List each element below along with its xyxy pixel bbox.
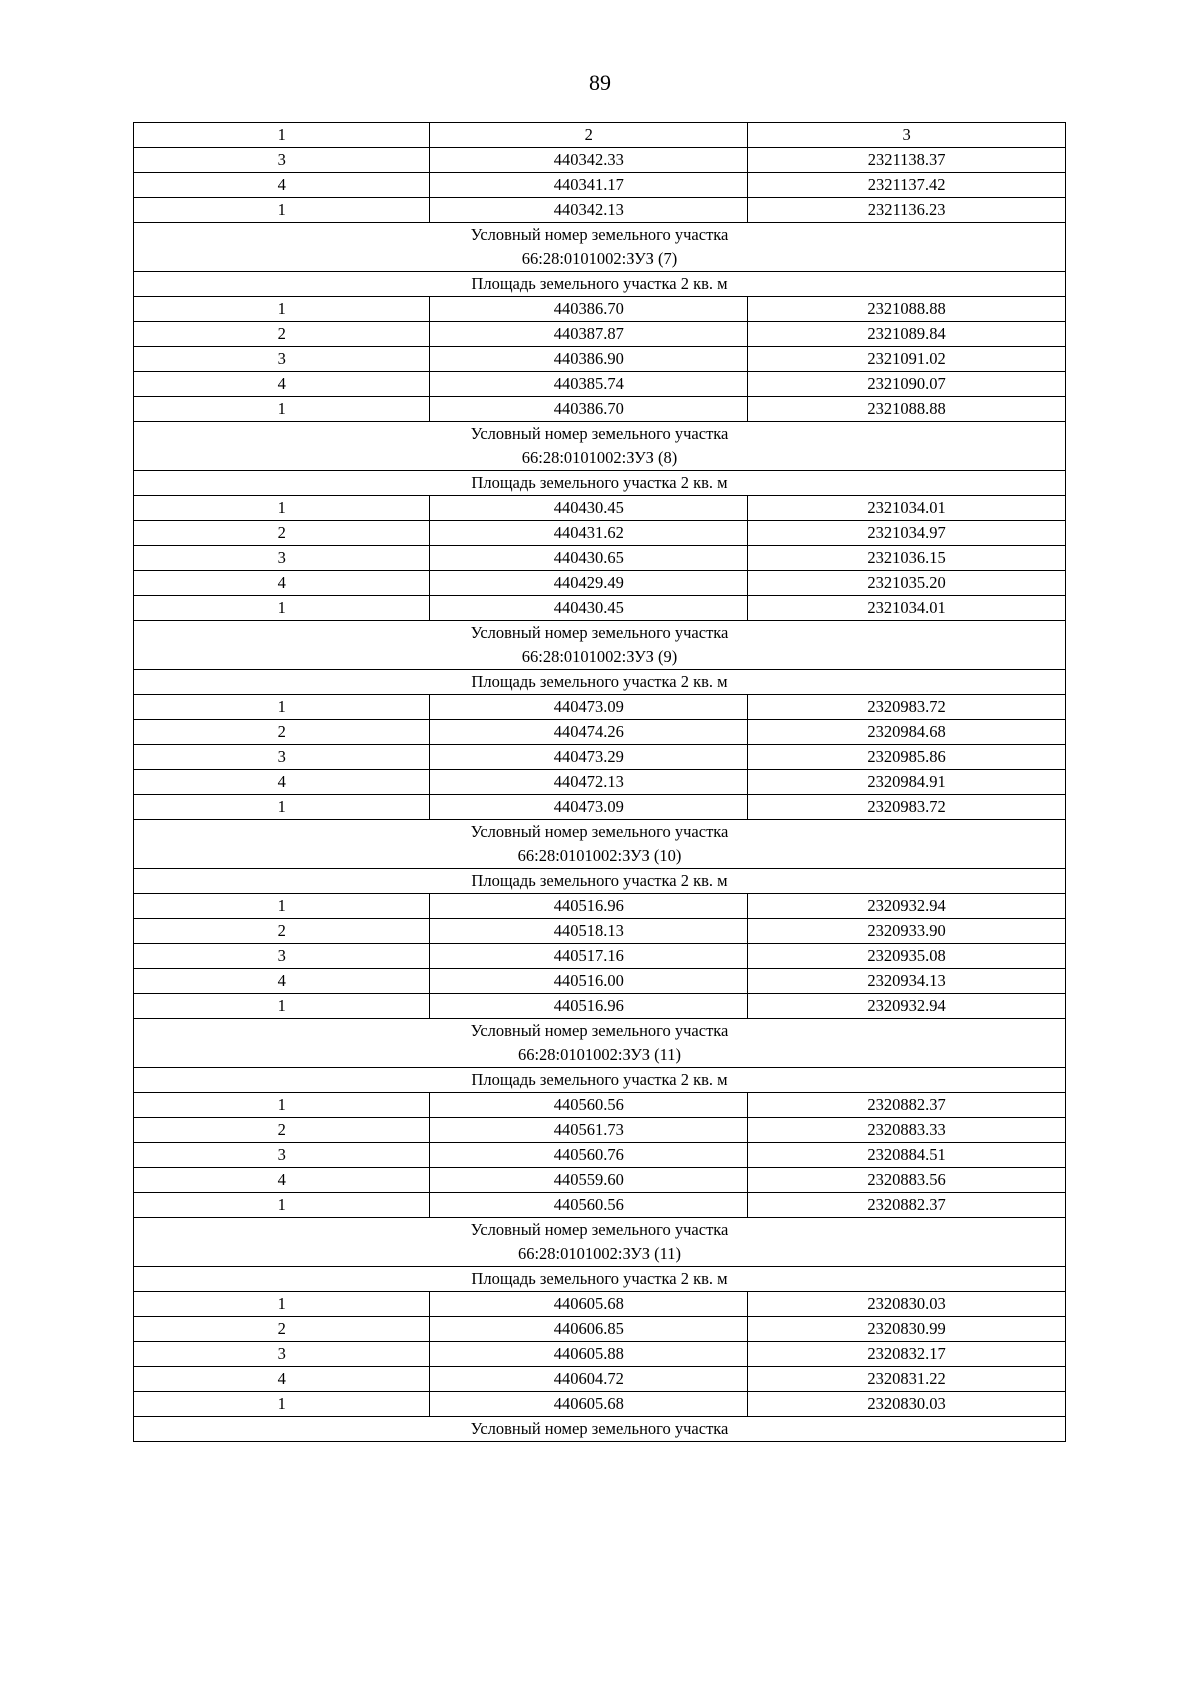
table-cell: 4 xyxy=(134,770,430,795)
parcel-number-row-cell xyxy=(134,820,1066,869)
table-cell: 440517.16 xyxy=(430,944,748,969)
table-cell: 440604.72 xyxy=(430,1367,748,1392)
merged-row-line: Условный номер земельного участка xyxy=(470,1021,729,1040)
table-row xyxy=(134,994,1066,1019)
parcel-area-row-cell xyxy=(134,1068,1066,1093)
table-header-cell: 1 xyxy=(134,123,430,148)
table-row xyxy=(134,1317,1066,1342)
table-cell: 4 xyxy=(134,372,430,397)
table-cell: 1 xyxy=(134,894,430,919)
merged-row-line: Площадь земельного участка 2 кв. м xyxy=(471,871,728,890)
coordinate-table xyxy=(133,122,1066,1442)
table-row xyxy=(134,770,1066,795)
table-cell: 440473.09 xyxy=(430,695,748,720)
table-cell: 440431.62 xyxy=(430,521,748,546)
table-cell: 440559.60 xyxy=(430,1168,748,1193)
table-cell: 440518.13 xyxy=(430,919,748,944)
table-cell: 2320984.68 xyxy=(748,720,1066,745)
table-row xyxy=(134,173,1066,198)
table-cell: 2321090.07 xyxy=(748,372,1066,397)
table-cell: 440473.09 xyxy=(430,795,748,820)
table-cell: 1 xyxy=(134,795,430,820)
table-row xyxy=(134,1093,1066,1118)
table-cell: 440561.73 xyxy=(430,1118,748,1143)
table-cell: 440473.29 xyxy=(430,745,748,770)
merged-row-line: Условный номер земельного участка xyxy=(470,1419,729,1438)
table-cell: 1 xyxy=(134,397,430,422)
table-cell: 440516.00 xyxy=(430,969,748,994)
table-cell: 1 xyxy=(134,1193,430,1218)
table-cell: 440342.13 xyxy=(430,198,748,223)
parcel-area-row xyxy=(134,272,1066,297)
table-row xyxy=(134,546,1066,571)
merged-row-line: 66:28:0101002:ЗУЗ (7) xyxy=(521,249,678,268)
table-cell: 3 xyxy=(134,1342,430,1367)
parcel-area-row xyxy=(134,1267,1066,1292)
table-cell: 440474.26 xyxy=(430,720,748,745)
table-cell: 440386.70 xyxy=(430,397,748,422)
table-row xyxy=(134,1392,1066,1417)
table-cell: 440386.70 xyxy=(430,297,748,322)
table-row xyxy=(134,496,1066,521)
table-cell: 440605.68 xyxy=(430,1292,748,1317)
merged-row-line: Площадь земельного участка 2 кв. м xyxy=(471,274,728,293)
table-cell: 2320983.72 xyxy=(748,795,1066,820)
table-row xyxy=(134,397,1066,422)
table-cell: 2320932.94 xyxy=(748,894,1066,919)
table-cell: 440560.56 xyxy=(430,1193,748,1218)
table-cell: 2320832.17 xyxy=(748,1342,1066,1367)
table-cell: 1 xyxy=(134,496,430,521)
table-cell: 2321088.88 xyxy=(748,297,1066,322)
table-cell: 440385.74 xyxy=(430,372,748,397)
table-row xyxy=(134,720,1066,745)
table-cell: 3 xyxy=(134,1143,430,1168)
table-row xyxy=(134,148,1066,173)
table-cell: 2321136.23 xyxy=(748,198,1066,223)
table-cell: 1 xyxy=(134,1093,430,1118)
table-cell: 2320883.56 xyxy=(748,1168,1066,1193)
table-row xyxy=(134,347,1066,372)
table-cell: 4 xyxy=(134,969,430,994)
table-cell: 2321034.97 xyxy=(748,521,1066,546)
merged-row-line: Условный номер земельного участка xyxy=(470,1220,729,1239)
table-cell: 440605.88 xyxy=(430,1342,748,1367)
merged-row-line: Условный номер земельного участка xyxy=(470,225,729,244)
table-cell: 2320985.86 xyxy=(748,745,1066,770)
table-cell: 2320933.90 xyxy=(748,919,1066,944)
table-row xyxy=(134,1193,1066,1218)
table-cell: 4 xyxy=(134,1367,430,1392)
table-cell: 440560.56 xyxy=(430,1093,748,1118)
table-cell: 2321091.02 xyxy=(748,347,1066,372)
parcel-area-row-cell xyxy=(134,869,1066,894)
parcel-area-row-cell xyxy=(134,471,1066,496)
parcel-area-row-cell xyxy=(134,670,1066,695)
table-cell: 440606.85 xyxy=(430,1317,748,1342)
table-cell: 1 xyxy=(134,198,430,223)
parcel-number-row xyxy=(134,1019,1066,1068)
table-cell: 4 xyxy=(134,1168,430,1193)
parcel-number-row xyxy=(134,422,1066,471)
table-cell: 440386.90 xyxy=(430,347,748,372)
parcel-area-row xyxy=(134,1068,1066,1093)
merged-row-line: Площадь земельного участка 2 кв. м xyxy=(471,1269,728,1288)
merged-row-line: 66:28:0101002:ЗУЗ (11) xyxy=(517,1045,682,1064)
parcel-area-row xyxy=(134,471,1066,496)
table-cell: 2321089.84 xyxy=(748,322,1066,347)
merged-row-line: 66:28:0101002:ЗУЗ (10) xyxy=(517,846,682,865)
table-row xyxy=(134,322,1066,347)
parcel-area-row-cell xyxy=(134,272,1066,297)
table-cell: 3 xyxy=(134,546,430,571)
table-row xyxy=(134,297,1066,322)
table-cell: 440516.96 xyxy=(430,994,748,1019)
merged-row-line: Условный номер земельного участка xyxy=(470,822,729,841)
table-row xyxy=(134,596,1066,621)
table-row xyxy=(134,1342,1066,1367)
parcel-number-row-cell xyxy=(134,1218,1066,1267)
table-row xyxy=(134,745,1066,770)
table-cell: 2 xyxy=(134,919,430,944)
table-cell: 2320882.37 xyxy=(748,1193,1066,1218)
table-row xyxy=(134,1118,1066,1143)
table-row xyxy=(134,969,1066,994)
table-cell: 1 xyxy=(134,1292,430,1317)
table-cell: 4 xyxy=(134,173,430,198)
table-cell: 2321035.20 xyxy=(748,571,1066,596)
table-cell: 440472.13 xyxy=(430,770,748,795)
table-cell: 2 xyxy=(134,322,430,347)
table-row xyxy=(134,521,1066,546)
table-cell: 1 xyxy=(134,297,430,322)
table-row xyxy=(134,1292,1066,1317)
merged-row-line: 66:28:0101002:ЗУЗ (8) xyxy=(521,448,678,467)
table-cell: 2321137.42 xyxy=(748,173,1066,198)
table-cell: 440429.49 xyxy=(430,571,748,596)
parcel-number-row-cell xyxy=(134,422,1066,471)
table-cell: 3 xyxy=(134,347,430,372)
coordinate-table-body xyxy=(134,123,1066,1442)
table-row xyxy=(134,1168,1066,1193)
table-row xyxy=(134,1367,1066,1392)
table-cell: 2 xyxy=(134,521,430,546)
table-row xyxy=(134,795,1066,820)
parcel-area-row xyxy=(134,869,1066,894)
table-cell: 1 xyxy=(134,596,430,621)
table-cell: 2320932.94 xyxy=(748,994,1066,1019)
parcel-number-row xyxy=(134,820,1066,869)
table-cell: 440605.68 xyxy=(430,1392,748,1417)
table-cell: 2320882.37 xyxy=(748,1093,1066,1118)
table-cell: 440560.76 xyxy=(430,1143,748,1168)
table-cell: 2320830.99 xyxy=(748,1317,1066,1342)
parcel-number-row-cell xyxy=(134,621,1066,670)
table-header-cell: 3 xyxy=(748,123,1066,148)
table-cell: 3 xyxy=(134,944,430,969)
table-row xyxy=(134,695,1066,720)
table-cell: 440387.87 xyxy=(430,322,748,347)
table-header-cell: 2 xyxy=(430,123,748,148)
parcel-area-row xyxy=(134,670,1066,695)
table-cell: 1 xyxy=(134,1392,430,1417)
parcel-number-row-cell xyxy=(134,1019,1066,1068)
table-row xyxy=(134,944,1066,969)
merged-row-line: 66:28:0101002:ЗУЗ (11) xyxy=(517,1244,682,1263)
table-cell: 2320831.22 xyxy=(748,1367,1066,1392)
table-cell: 2320935.08 xyxy=(748,944,1066,969)
merged-row-line: Площадь земельного участка 2 кв. м xyxy=(471,672,728,691)
table-cell: 2321088.88 xyxy=(748,397,1066,422)
parcel-number-row-cell xyxy=(134,223,1066,272)
table-cell: 2320934.13 xyxy=(748,969,1066,994)
merged-row-line: Условный номер земельного участка xyxy=(470,623,729,642)
table-cell: 440342.33 xyxy=(430,148,748,173)
table-cell: 1 xyxy=(134,994,430,1019)
table-cell: 440430.65 xyxy=(430,546,748,571)
table-row xyxy=(134,894,1066,919)
parcel-number-row xyxy=(134,621,1066,670)
parcel-number-row xyxy=(134,1218,1066,1267)
merged-row-line: 66:28:0101002:ЗУЗ (9) xyxy=(521,647,678,666)
table-cell: 1 xyxy=(134,695,430,720)
table-row xyxy=(134,571,1066,596)
table-cell: 440430.45 xyxy=(430,496,748,521)
table-cell: 3 xyxy=(134,148,430,173)
table-cell: 440341.17 xyxy=(430,173,748,198)
parcel-number-row-cell xyxy=(134,1417,1066,1442)
table-cell: 2320984.91 xyxy=(748,770,1066,795)
merged-row-line: Площадь земельного участка 2 кв. м xyxy=(471,473,728,492)
page-number: 89 xyxy=(589,70,611,95)
table-cell: 2320883.33 xyxy=(748,1118,1066,1143)
table-cell: 2321034.01 xyxy=(748,496,1066,521)
table-cell: 2320884.51 xyxy=(748,1143,1066,1168)
parcel-area-row-cell xyxy=(134,1267,1066,1292)
merged-row-line: Условный номер земельного участка xyxy=(470,424,729,443)
table-cell: 440430.45 xyxy=(430,596,748,621)
table-cell: 3 xyxy=(134,745,430,770)
table-cell: 2 xyxy=(134,720,430,745)
table-cell: 440516.96 xyxy=(430,894,748,919)
table-row xyxy=(134,372,1066,397)
table-row xyxy=(134,1143,1066,1168)
parcel-number-row xyxy=(134,1417,1066,1442)
table-cell: 2 xyxy=(134,1317,430,1342)
table-cell: 2321036.15 xyxy=(748,546,1066,571)
table-cell: 2320983.72 xyxy=(748,695,1066,720)
merged-row-line: Площадь земельного участка 2 кв. м xyxy=(471,1070,728,1089)
table-row xyxy=(134,198,1066,223)
table-cell: 4 xyxy=(134,571,430,596)
table-cell: 2 xyxy=(134,1118,430,1143)
table-header-row xyxy=(134,123,1066,148)
table-row xyxy=(134,919,1066,944)
table-cell: 2321138.37 xyxy=(748,148,1066,173)
table-cell: 2320830.03 xyxy=(748,1392,1066,1417)
parcel-number-row xyxy=(134,223,1066,272)
table-cell: 2321034.01 xyxy=(748,596,1066,621)
table-cell: 2320830.03 xyxy=(748,1292,1066,1317)
